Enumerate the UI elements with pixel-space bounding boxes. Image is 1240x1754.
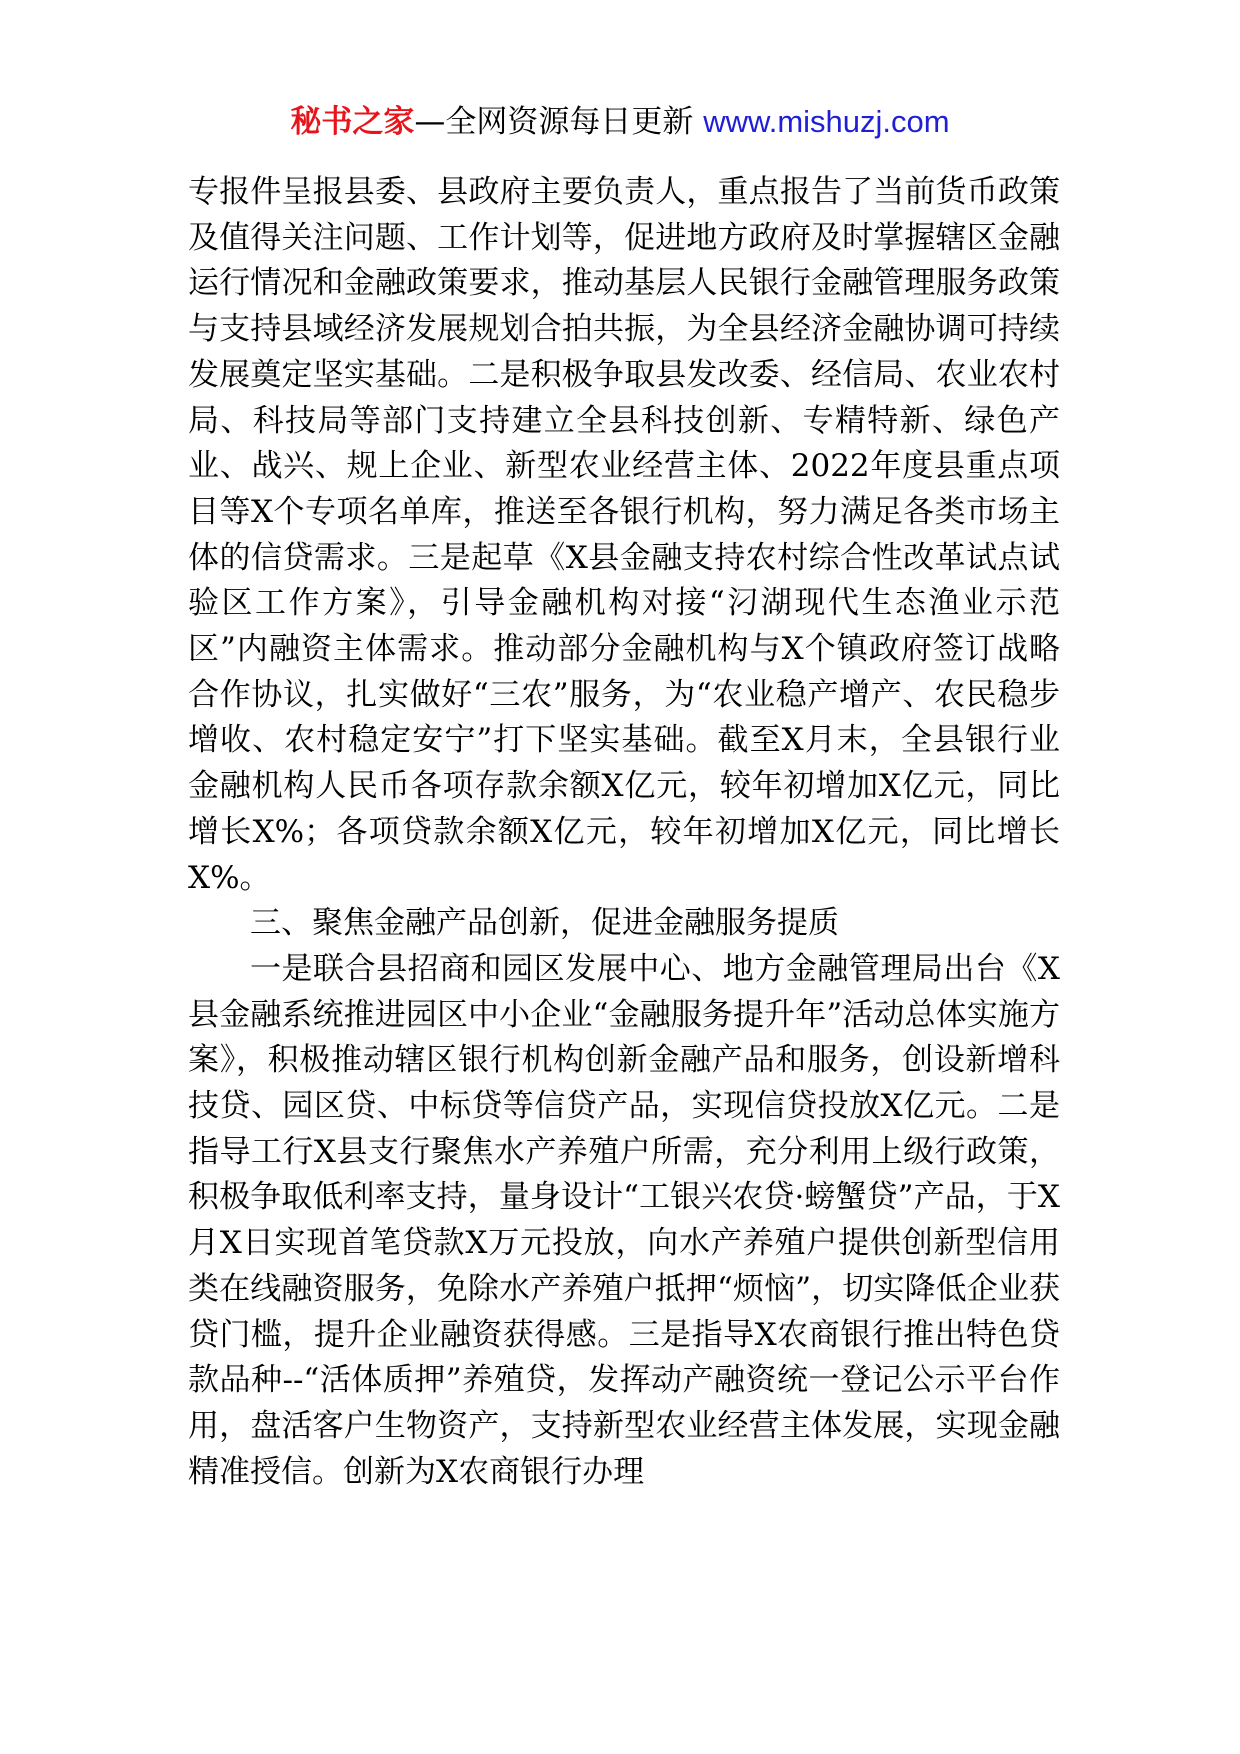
site-header <box>0 100 1240 144</box>
section-heading-3: 三、聚焦金融产品创新，促进金融服务提质 <box>250 905 839 942</box>
brand-name: 秘书之家 <box>290 104 415 140</box>
document-body <box>188 170 1060 1495</box>
site-url-link[interactable]: www.mishuzj.com <box>703 104 950 139</box>
header-tagline: —全网资源每日更新 <box>414 104 704 140</box>
body-paragraph-section-3: 一是联合县招商和园区发展中心、地方金融管理局出台《X县金融系统推进园区中小企业“金融服务提升年”活动总体实施方案》，积极推动辖区银行机构创新金融产品和服务，创设新增科技贷、园区贷、中标贷等信贷产品，实现信贷投放X亿元。二是指导工行X县支行聚焦水产养殖户所需，充分利用上级行政策，积极争取低利率支持，量身设计“工银兴农贷·螃蟹贷”产品，于X月X日实现首笔贷款X万元投放，向水产养殖户提供创新型信用类在线融资服务，免除水产养殖户抵押“烦恼”，切实降低企业获贷门槛，提升企业融资获得感。三是指导X农商银行推出特色贷款品种--“活体质押”养殖贷，发挥动产融资统一登记公示平台作用，盘活客户生物资产，支持新型农业经营主体发展，实现金融精准授信。创新为X农商银行办理 <box>188 950 1060 1490</box>
body-paragraph-continued: 专报件呈报县委、县政府主要负责人，重点报告了当前货币政策及值得关注问题、工作计划等，促进地方政府及时掌握辖区金融运行情况和金融政策要求，推动基层人民银行金融管理服务政策与支持县域经济发展规划合拍共振，为全县经济金融协调可持续发展奠定坚实基础。二是积极争取县发改委、经信局、农业农村局、科技局等部门支持建立全县科技创新、专精特新、绿色产业、战兴、规上企业、新型农业经营主体、2022年度县重点项目等X个专项名单库，推送至各银行机构，努力满足各类市场主体的信贷需求。三是起草《X县金融支持农村综合性改革试点试验区工作方案》，引导金融机构对接“汈湖现代生态渔业示范区”内融资主体需求。推动部分金融机构与X个镇政府签订战略合作协议，扎实做好“三农”服务，为“农业稳产增产、农民稳步增收、农村稳定安宁”打下坚实基础。截至X月末，全县银行业金融机构人民币各项存款余额X亿元，较年初增加X亿元，同比增长X%；各项贷款余额X亿元，较年初增加X亿元，同比增长X%。 <box>188 174 1060 896</box>
